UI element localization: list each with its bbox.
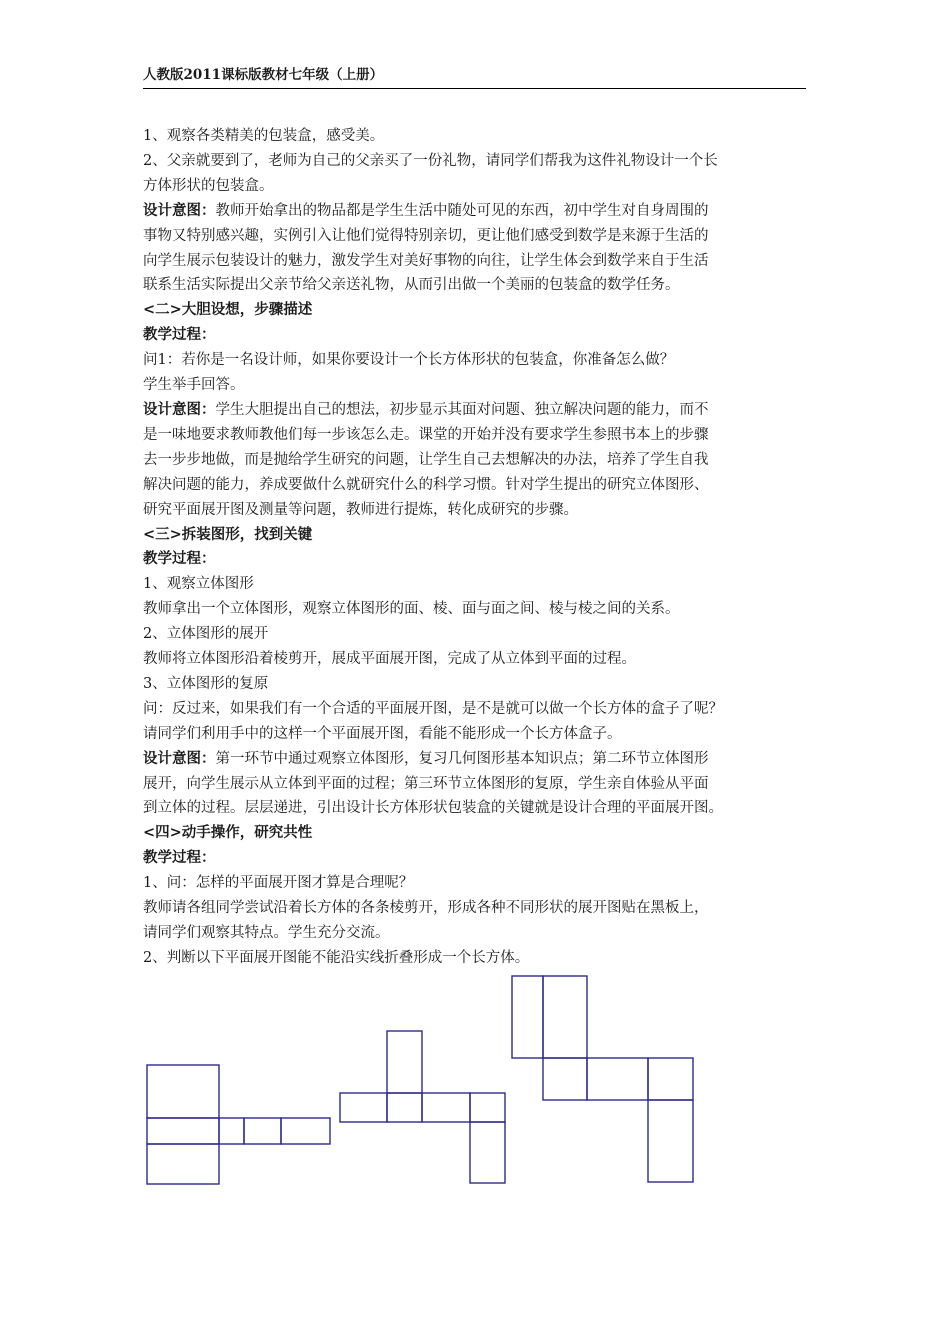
line-text: 请同学们观察其特点。学生充分交流。	[143, 925, 390, 941]
net-figure-2	[340, 1031, 505, 1183]
line-text: 教师请各组同学尝试沿着长方体的各条棱剪开，形成各种不同形状的展开图贴在黑板上，	[143, 900, 709, 917]
line-text: 到立体的过程。层层递进，引出设计长方体形状包装盒的关键就是设计合理的平面展开图。	[143, 800, 723, 817]
line-text: 教师将立体图形沿着棱剪开，展成平面展开图，完成了从立体到平面的过程。	[143, 651, 636, 668]
line-text: 教师拿出一个立体图形，观察立体图形的面、棱、面与面之间、棱与棱之间的关系。	[143, 601, 680, 618]
line-text: 向学生展示包装设计的魅力，激发学生对美好事物的向往，让学生体会到数学来自于生活	[143, 252, 709, 269]
line-text: 1、观察立体图形	[143, 576, 254, 593]
line-text: 研究平面展开图及测量等问题，教师进行提炼，转化成研究的步骤。	[143, 501, 578, 518]
bold-label: 设计意图：	[143, 749, 216, 767]
line-text: 2、立体图形的展开	[143, 626, 269, 643]
bold-label: <三>拆装图形，找到关键	[143, 525, 313, 543]
line-text: 问：反过来，如果我们有一个合适的平面展开图，是不是就可以做一个长方体的盒子了呢？	[143, 700, 723, 717]
bold-label: 教学过程：	[143, 550, 216, 568]
net-figure-3	[512, 976, 693, 1182]
net-figure-1	[147, 1065, 330, 1184]
line-text: 2、判断以下平面展开图能不能沿实线折叠形成一个长方体。	[143, 949, 530, 966]
line-text: 问1：若你是一名设计师，如果你要设计一个长方体形状的包装盒，你准备怎么做？	[143, 352, 675, 369]
bold-label: <二>大胆设想，步骤描述	[143, 301, 313, 319]
line-text: 2、父亲就要到了，老师为自己的父亲买了一份礼物，请同学们帮我为这件礼物设计一个长	[143, 152, 718, 169]
line-text: 1、观察各类精美的包装盒，感受美。	[143, 128, 385, 144]
line-text: 学生举手回答。	[143, 377, 245, 394]
header-title: 人教版2011课标版教材七年级（上册）	[143, 67, 384, 83]
bold-label: <四>动手操作，研究共性	[143, 824, 313, 842]
line-text: 方体形状的包装盒。	[143, 177, 274, 194]
line-text: 1、问：怎样的平面展开图才算是合理呢？	[143, 875, 414, 892]
line-text: 是一味地要求教师教他们每一步该怎么走。课堂的开始并没有要求学生参照书本上的步骤	[143, 426, 709, 443]
line-text: 教师开始拿出的物品都是学生生活中随处可见的东西，初中学生对自身周围的	[215, 202, 709, 219]
line-text: 去一步步地做，而是抛给学生研究的问题，让学生自己去想解决的办法，培养了学生自我	[143, 451, 709, 468]
bold-label: 教学过程：	[143, 849, 216, 867]
line-text: 联系生活实际提出父亲节给父亲送礼物，从而引出做一个美丽的包装盒的数学任务。	[143, 277, 680, 294]
bold-label: 设计意图：	[143, 201, 216, 219]
line-text: 第一环节中通过观察立体图形，复习几何图形基本知识点；第二环节立体图形	[215, 750, 709, 767]
line-text: 3、立体图形的复原	[143, 675, 269, 692]
line-text: 解决问题的能力，养成要做什么就研究什么的科学习惯。针对学生提出的研究立体图形、	[143, 476, 709, 493]
bold-label: 教学过程：	[143, 326, 216, 344]
bold-label: 设计意图：	[143, 400, 216, 418]
line-text: 请同学们利用手中的这样一个平面展开图，看能不能形成一个长方体盒子。	[143, 725, 622, 742]
line-text: 学生大胆提出自己的想法，初步显示其面对问题、独立解决问题的能力，而不	[215, 401, 709, 418]
line-text: 展开，向学生展示从立体到平面的过程；第三环节立体图形的复原，学生亲自体验从平面	[143, 775, 709, 792]
line-text: 事物又特别感兴趣，实例引入让他们觉得特别亲切，更让他们感受到数学是来源于生活的	[143, 227, 709, 244]
